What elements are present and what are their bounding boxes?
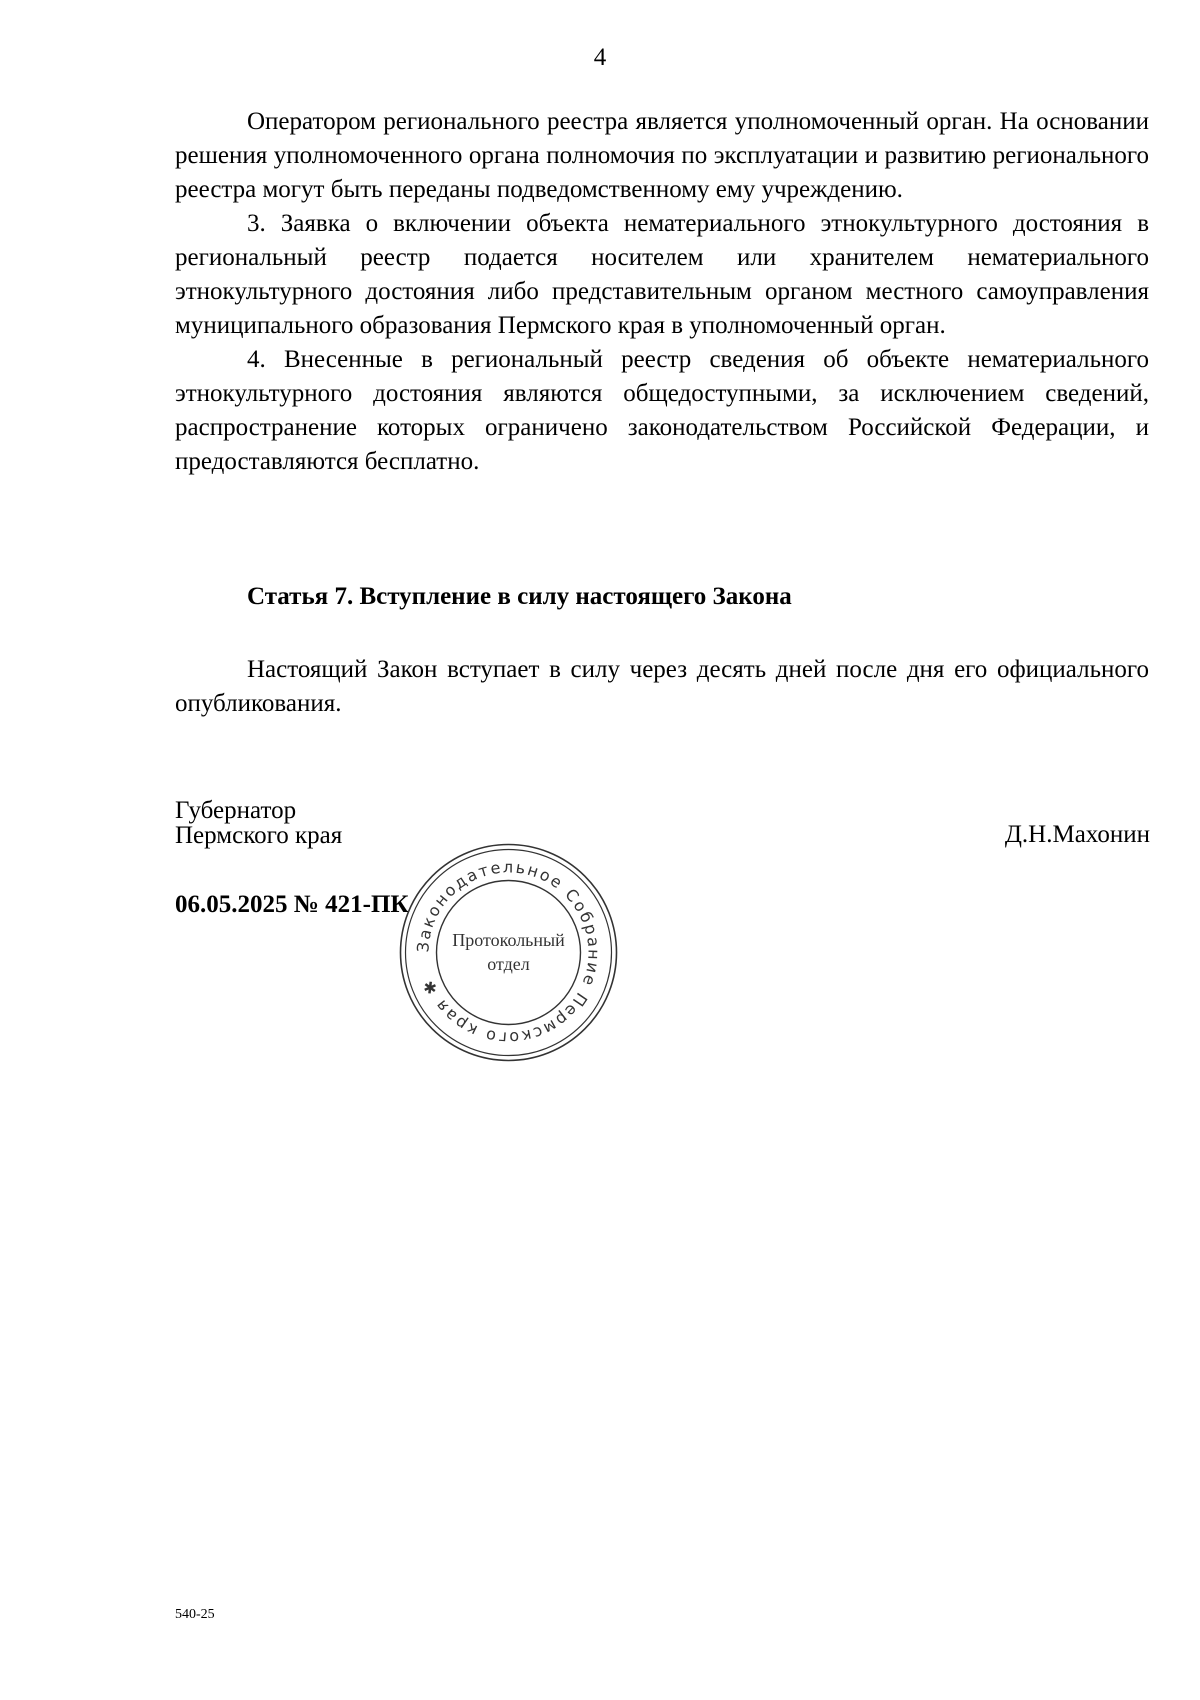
- stamp-center-line-2: отдел: [487, 954, 530, 974]
- signatory-title-line-1: Губернатор: [175, 797, 297, 824]
- article-7-body: [175, 653, 1149, 721]
- page-number: 4: [593, 44, 607, 71]
- article-6-continuation: [175, 105, 1149, 479]
- article-7-heading: Статья 7. Вступление в силу настоящего Закона: [247, 583, 792, 610]
- official-stamp: [396, 840, 621, 1065]
- signatory-title: [175, 798, 342, 848]
- stamp-ring-textpath: Законодательное Собрание Пермского края ✱: [413, 857, 604, 1048]
- document-date-number: 06.05.2025 № 421-ПК: [175, 891, 409, 918]
- paragraph-3-application: 3. Заявка о включении объекта нематериального этнокультурного достояния в региональный реестр подается носителем или хранителем нематериального этнокультурного достояния либо представительным органом местного самоуправления муниципального образования Пермского края в уполномоченный орган.: [175, 210, 1149, 339]
- footer-code: 540-25: [175, 1607, 215, 1622]
- paragraph-operator: Оператором регионального реестра является уполномоченный орган. На основании решения уполномоченного органа полномочия по эксплуатации и развитию регионального реестра могут быть переданы подведомственному ему учреждению.: [175, 108, 1149, 203]
- signatory-name: Д.Н.Махонин: [1004, 821, 1150, 848]
- stamp-center-line-1: Протокольный: [452, 930, 565, 950]
- paragraph-4-public-info: 4. Внесенные в региональный реестр сведения об объекте нематериального этнокультурного достояния являются общедоступными, за исключением сведений, распространение которых ограничено законодательством Российской Федерации, и предоставляются бесплатно.: [175, 346, 1149, 475]
- article-7-text: Настоящий Закон вступает в силу через десять дней после дня его официального опубликования.: [175, 656, 1149, 717]
- stamp-outer-ring: [401, 845, 617, 1061]
- stamp-ring-text: [413, 857, 603, 1047]
- stamp-inner-ring: [437, 881, 581, 1025]
- signatory-title-line-2: Пермского края: [175, 822, 343, 849]
